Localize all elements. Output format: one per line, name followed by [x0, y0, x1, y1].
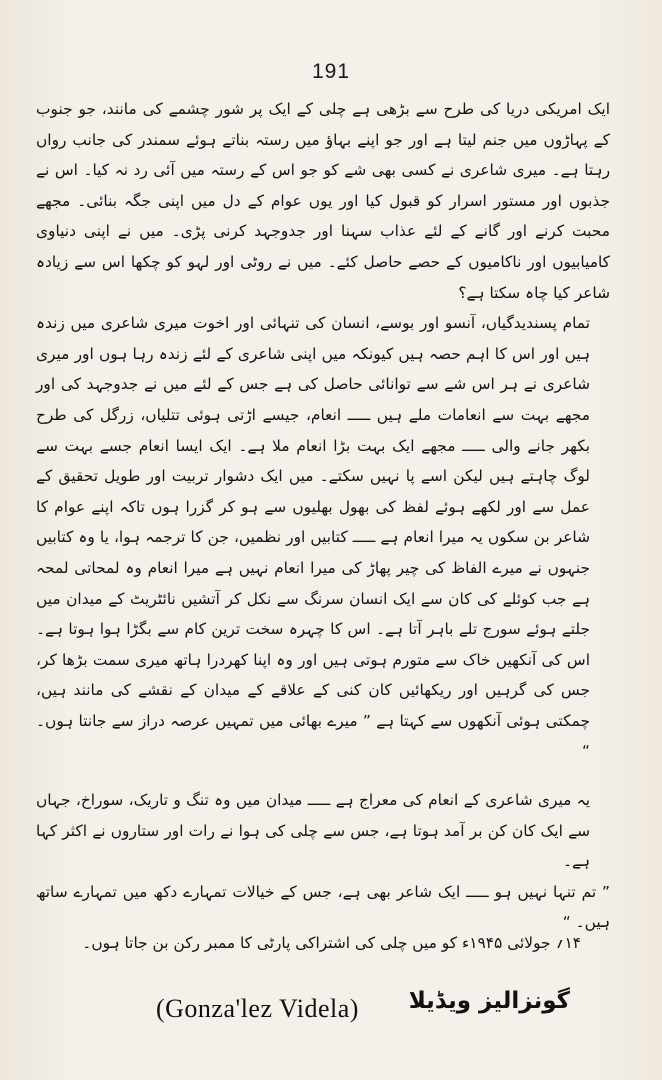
- footer-latin-name: (Gonza'lez Videla): [156, 994, 359, 1023]
- paragraph: یہ میری شاعری کے انعام کی معراج ہے ـــــ میدان میں وہ تنگ و تاریک، سوراخ، جہاں سے ایک کان کن بر آمد ہوتا ہے، جس سے چلی کی ہوا نے رات اور ستاروں نے اکثر کہا ہے۔: [36, 791, 590, 871]
- paragraph: ” تم تنہا نہیں ہو ـــــ ایک شاعر بھی ہے، جس کے خیالات تمہارے دکھ میں تمہارے ساتھ ہیں۔ “: [36, 882, 610, 932]
- paragraph: ایک امریکی دریا کی طرح سے بڑھی ہے چلی کے ایک پر شور چشمے کی مانند، جو جنوب کے پہاڑوں میں جنم لیتا ہے اور جو اپنے بہاؤ میں رستہ بناتے ہوئے سمندر کی جانب رواں رہتا ہے۔ میری شاعری نے کسی بھی شے کو جو اس کے رستہ میں آئی رد نہ کیا۔ اس نے جذبوں اور مستور اسرار کو قبول کیا اور یوں عوام کے دل میں اپنی جگہ بنائی۔ مجھے محبت کرنے اور گانے کے لئے عذاب سہنا اور جدوجہد کرنی پڑی۔ میں نے اپنی دنیاوی کامیابیوں اور ناکامیوں کے حصے حاصل کئے۔ میں نے روٹی اور لہو کو چکھا اس سے زیادہ شاعر کیا چاہ سکتا ہے؟: [36, 100, 610, 302]
- page-number: 191: [311, 60, 351, 83]
- body-text: [36, 94, 610, 938]
- paragraph: تمام پسندیدگیاں، آنسو اور بوسے، انسان کی تنہائی اور اخوت میری شاعری میں زندہ ہیں اور اس کا اہم حصہ ہیں کیونکہ میں اپنی شاعری کے لئے زندہ رہا ہوں اور میری شاعری نے ہر اس شے سے توانائی حاصل کی ہے جس کے لئے میں نے جدوجہد کی اور مجھے بہت سے انعامات ملے ہیں ـــــ انعام، جیسے اڑتی ہوئی تتلیاں، زرگل کی طرح بکھر جانے والی ـــــ مجھے ایک بہت بڑا انعام ملا ہے۔ ایک ایسا انعام جسے بہت سے لوگ چاہتے ہیں لیکن اسے پا نہیں سکتے۔ میں ایک دشوار تربیت اور طویل تحقیق کے عمل سے اور لکھے ہوئے لفظ کی بھول بھلیوں سے ہو کر گزرا ہوں تاکہ اپنے عوام کا شاعر بن سکوں یہ میرا انعام ہے ـــــ کتابیں اور نظمیں، جن کا ترجمہ ہوا، یا وہ کتابیں جنہوں نے میرے الفاظ کی چیر پھاڑ کی میرا انعام نہیں ہے میرا انعام وہ لمحاتی لمحہ ہے جب کوئلے کی کان سے ایک انسان سرنگ سے نکل کر آتشیں نائٹریٹ کے میدان میں جلتے ہوئے سورج تلے باہر آتا ہے۔ اس کا چہرہ سخت ترین کام سے بگڑا ہوا ہوتا ہے۔ اس کی آنکھیں خاک سے متورم ہوتی ہیں اور وہ اپنا کھردرا ہاتھ میری سمت بڑھا کر، جس کی گرہیں اور ریکھائیں کان کنی کے علاقے کے میدان کے نقشے کی مانند ہیں، چمکتی ہوئی آنکھوں سے کہتا ہے ” میرے بھائی میں تمہیں عرصہ دراز سے جانتا ہوں۔ “: [36, 314, 590, 761]
- date-line: ۱۴؍ جولائی ۱۹۴۵ء کو میں چلی کی اشتراکی پارٹی کا ممبر رکن بن جاتا ہوں۔: [82, 934, 581, 952]
- footer-urdu-name: گونزالیز ویڈیلا: [408, 988, 570, 1014]
- section-footer: [0, 988, 662, 1038]
